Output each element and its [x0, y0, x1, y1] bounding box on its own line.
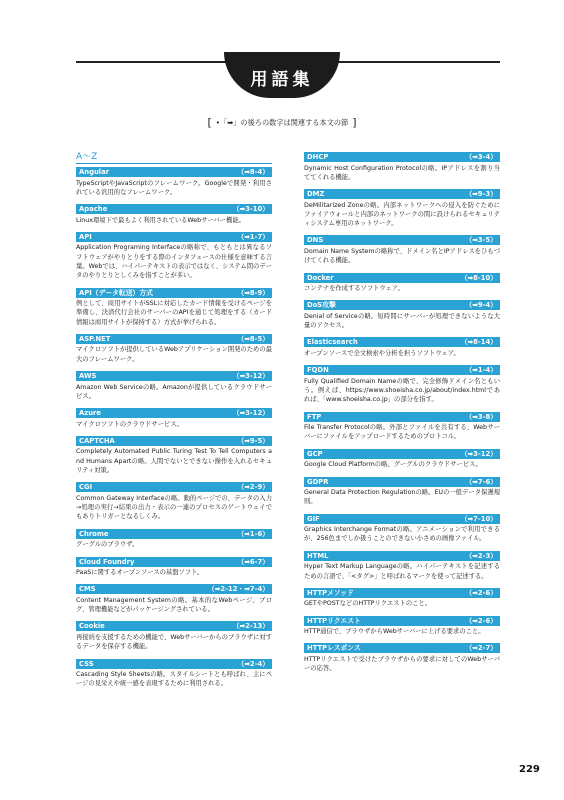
term-reference: （➡8-9） — [237, 288, 269, 297]
term-description: Cascading Style Sheetsの略。スタイルシートとも呼ばれ、主にページの見栄えや統一感を表現するために利用される。 — [76, 671, 272, 688]
bullet: • — [215, 118, 221, 127]
term-description: Domain Name Systemの略称で、ドメイン名とIPアドレスをひもづけてくれる機能。 — [304, 247, 500, 265]
glossary-entry — [76, 659, 272, 689]
term-reference: （➡3-5） — [465, 236, 497, 245]
term-reference: （➡8-14） — [460, 338, 497, 347]
term-label: GIF — [307, 514, 320, 523]
bracket-close: ] — [352, 116, 357, 129]
term-reference: （➡2-6） — [465, 616, 497, 625]
term-label: Cookie — [79, 622, 105, 631]
glossary-entry — [76, 529, 272, 550]
term-reference: （➡6-7） — [237, 557, 269, 566]
term-reference: （➡9-3） — [465, 190, 497, 199]
term-label: Angular — [79, 168, 110, 176]
term-bar — [304, 152, 500, 162]
term-label: API — [79, 232, 92, 241]
term-reference: （➡7-6） — [465, 477, 497, 486]
term-bar — [304, 551, 500, 561]
right-entry-list — [304, 152, 500, 674]
glossary-entry — [76, 584, 272, 614]
bracket-open: [ — [207, 116, 212, 129]
term-bar — [76, 371, 272, 381]
term-reference: （➡2-7） — [465, 644, 497, 653]
glossary-entry — [76, 482, 272, 521]
term-description: Common Gateway Interfaceの略。動的ページでの、データの入力→処理の実行→結果の出力・表示の一連のプロセスのゲートウェイでもありトリガーとなるしくみ。 — [76, 494, 272, 521]
term-bar — [304, 365, 500, 375]
term-reference: （➡2-6） — [465, 588, 497, 597]
title-tab — [224, 52, 340, 98]
glossary-entry — [76, 288, 272, 327]
term-reference: （➡3-8） — [465, 412, 497, 421]
term-bar — [304, 643, 500, 653]
term-reference: （➡8-10） — [460, 273, 497, 282]
term-reference: （➡1-4） — [465, 366, 497, 375]
glossary-entry — [76, 557, 272, 578]
term-label: Apache — [79, 205, 108, 214]
glossary-entry — [76, 371, 272, 401]
term-bar — [76, 334, 272, 344]
glossary-entry — [304, 365, 500, 404]
term-description: HTTP通信で、ブラウザからWebサーバーに上げる要求のこと。 — [304, 628, 485, 636]
glossary-entry — [76, 621, 272, 651]
term-description: Content Management Systemの略。基本的なWebページ、ブログ、管理機能などがパッケージングされている。 — [76, 596, 272, 614]
term-label: DoS攻撃 — [307, 301, 336, 310]
term-description: グーグルのブラウザ。 — [76, 541, 139, 549]
glossary-entry — [76, 204, 272, 225]
term-description: GETやPOSTなどのHTTPリクエストのこと。 — [304, 600, 432, 608]
glossary-entry — [304, 449, 500, 470]
term-bar — [76, 621, 272, 631]
term-bar — [304, 616, 500, 626]
term-description: HTTPリクエストで受けたブラウザからの要求に対してのWebサーバーの応答。 — [304, 655, 500, 673]
term-bar — [304, 235, 500, 245]
term-bar — [76, 482, 272, 492]
term-description: オープンソースで全文検索や分析を担うソフトウェア。 — [304, 349, 460, 357]
term-description: General Data Protection Regulationの略。EUの一般データ保護規則。 — [304, 489, 500, 506]
term-description: Application Programing Interfaceの略称で、もともとは異なるソフトウェアがやりとりをする際のインタフェースの仕様を意味する言葉。Webでは、ハイパーテキストの表示ではなく、システム間のデータのやりとりとしくみを指すことが多い。 — [76, 244, 272, 280]
term-bar — [76, 204, 272, 214]
term-reference: （➡3-10） — [232, 205, 269, 214]
term-bar — [76, 232, 272, 242]
term-label: FTP — [307, 412, 322, 421]
term-bar — [304, 514, 500, 524]
left-column — [76, 152, 272, 696]
term-bar — [76, 659, 272, 669]
term-bar — [76, 529, 272, 539]
term-label: Elasticsearch — [307, 338, 358, 347]
term-reference: （➡9-4） — [465, 301, 497, 310]
page-number: 229 — [519, 764, 540, 775]
term-description: コンテナを作成するソフトウェア。 — [304, 285, 404, 293]
term-label: HTTPリクエスト — [307, 616, 361, 625]
term-bar — [304, 300, 500, 310]
glossary-entry — [304, 477, 500, 507]
term-reference: （➡8-4） — [237, 168, 269, 176]
glossary-entry — [76, 408, 272, 429]
term-description: File Transfer Protocolの略。外部とファイルを共有する、Webサーバーにファイルをアップロードするためのプロトコル。 — [304, 424, 500, 441]
term-label: Chrome — [79, 529, 109, 538]
glossary-entry — [304, 588, 500, 609]
term-reference: （➡2-12・➡7-4） — [207, 585, 269, 594]
term-reference: （➡3-12） — [232, 409, 269, 418]
term-reference: （➡8-5） — [237, 334, 269, 343]
term-label: CSS — [79, 659, 94, 668]
glossary-entry — [304, 643, 500, 673]
glossary-entry — [304, 514, 500, 544]
term-reference: （➡9-5） — [237, 436, 269, 445]
term-reference: （➡2-9） — [237, 483, 269, 492]
section-heading-a-z: A～Z — [76, 152, 272, 164]
glossary-entry — [304, 273, 500, 294]
term-label: FQDN — [307, 366, 329, 375]
term-label: DHCP — [307, 153, 329, 161]
term-label: CAPTCHA — [79, 436, 115, 445]
term-bar — [304, 412, 500, 422]
term-reference: （➡3-12） — [232, 372, 269, 381]
term-bar — [76, 436, 272, 446]
glossary-entry — [76, 232, 272, 281]
glossary-entry — [304, 551, 500, 581]
glossary-entry — [304, 412, 500, 442]
term-description: Dynamic Host Configuration Protocolの略。IPアドレスを割り当ててくれる機能。 — [304, 164, 500, 181]
term-description: TypeScriptやJavaScriptのフレームワーク。Googleで開発・利用されている汎用的なフレームワーク。 — [76, 179, 272, 196]
term-reference: （➡3-12） — [460, 449, 497, 458]
term-description: PaaSに関するオープンソースの基盤ソフト。 — [76, 569, 204, 577]
term-bar — [304, 588, 500, 598]
term-label: GCP — [307, 449, 323, 458]
right-column — [304, 152, 500, 681]
term-label: Cloud Foundry — [79, 557, 135, 566]
term-bar — [304, 449, 500, 459]
term-label: DMZ — [307, 190, 325, 199]
term-description: Amazon Web Serviceの略。Amazonが提供しているクラウドサービス。 — [76, 383, 272, 400]
term-reference: （➡7-10） — [460, 514, 497, 523]
term-description: マイクロソフトが提供しているWebアプリケーション開発のための最大のフレームワーク。 — [76, 346, 272, 363]
term-description: DeMilitarized Zoneの略。内部ネットワークへの侵入を防ぐためにファイアウォールと内部のネットワークの間に設けられるセキュリティシステム専用のネットワーク。 — [304, 201, 500, 228]
term-bar — [304, 189, 500, 199]
term-label: DNS — [307, 236, 324, 245]
glossary-entry — [304, 189, 500, 228]
term-label: ASP.NET — [79, 334, 111, 343]
term-description: マイクロソフトのクラウドサービス。 — [76, 420, 183, 428]
term-label: Docker — [307, 273, 334, 282]
term-description: Fully Qualified Domain Nameの略で、完全修飾ドメイン名ともいう。例えば、https://www.shoeisha.co.jp/about/index.htmlであれば、「www.shoeisha.co.jp」の部分を指す。 — [304, 377, 500, 404]
glossary-entry — [304, 235, 500, 265]
term-reference: （➡1-6） — [237, 529, 269, 538]
term-bar — [304, 477, 500, 487]
term-reference: （➡2-4） — [237, 659, 269, 668]
glossary-entry — [76, 334, 272, 364]
term-label: API（データ転送）方式 — [79, 288, 153, 297]
subtitle-text: 「➡」の後ろの数字は関連する本文の節 — [220, 118, 349, 127]
term-reference: （➡2-3） — [465, 551, 497, 560]
term-reference: （➡1-7） — [237, 232, 269, 241]
term-description: Hyper Text Markup Languageの略。ハイパーテキストを記述するための言語で、「<タグ>」と呼ばれるマークを使って記述する。 — [304, 563, 500, 580]
term-bar — [76, 557, 272, 567]
term-bar — [76, 408, 272, 418]
term-description: Graphics Interchange Formatの略。アニメーションで利用できるが、256色までしか扱うことのできない小さめの画像ファイル。 — [304, 526, 500, 543]
term-label: CGI — [79, 483, 93, 492]
term-label: HTTPレスポンス — [307, 644, 361, 653]
glossary-entry — [304, 300, 500, 330]
term-description: Completely Automated Public Turing Test To Tell Computers and Humans Apartの略。人間でないとできない操作を入れるセキュリティ対策。 — [76, 448, 272, 475]
term-reference: （➡3-4） — [465, 153, 497, 161]
term-label: Azure — [79, 409, 102, 418]
left-entry-list — [76, 167, 272, 689]
glossary-entry — [304, 152, 500, 182]
term-description: 例として、商用サイトがSSLに対応したカード情報を受けるページを準備し、決済代行会社のサーバーのAPIを通じて処理をする（カード情報は商用サイトが保持する）方式が挙げられる。 — [76, 300, 272, 326]
term-label: CMS — [79, 585, 96, 594]
glossary-entry — [76, 167, 272, 197]
term-label: AWS — [79, 372, 97, 381]
term-bar — [304, 337, 500, 347]
term-label: HTML — [307, 551, 329, 560]
term-description: 再接続を支援するための機能で、Webサーバーからのブラウザに対するデータを保存する機能。 — [76, 633, 272, 651]
glossary-entry — [304, 616, 500, 637]
glossary-entry — [76, 436, 272, 475]
term-bar — [76, 288, 272, 298]
glossary-entry — [304, 337, 500, 358]
term-bar — [76, 167, 272, 177]
term-bar — [304, 273, 500, 283]
term-description: Denial of Serviceの略。短時間にサーバーが処理できないような大量のアクセス。 — [304, 312, 500, 330]
term-description: Google Cloud Platformの略。グーグルのクラウドサービス。 — [304, 461, 482, 469]
term-label: GDPR — [307, 477, 329, 486]
subtitle-note — [0, 116, 564, 129]
term-description: Linux環境下で最もよく利用されているWebサーバー機能。 — [76, 216, 245, 224]
term-label: HTTPメソッド — [307, 588, 354, 597]
page-title: 用語集 — [250, 69, 314, 90]
term-reference: （➡2-13） — [232, 622, 269, 631]
term-bar — [76, 584, 272, 594]
